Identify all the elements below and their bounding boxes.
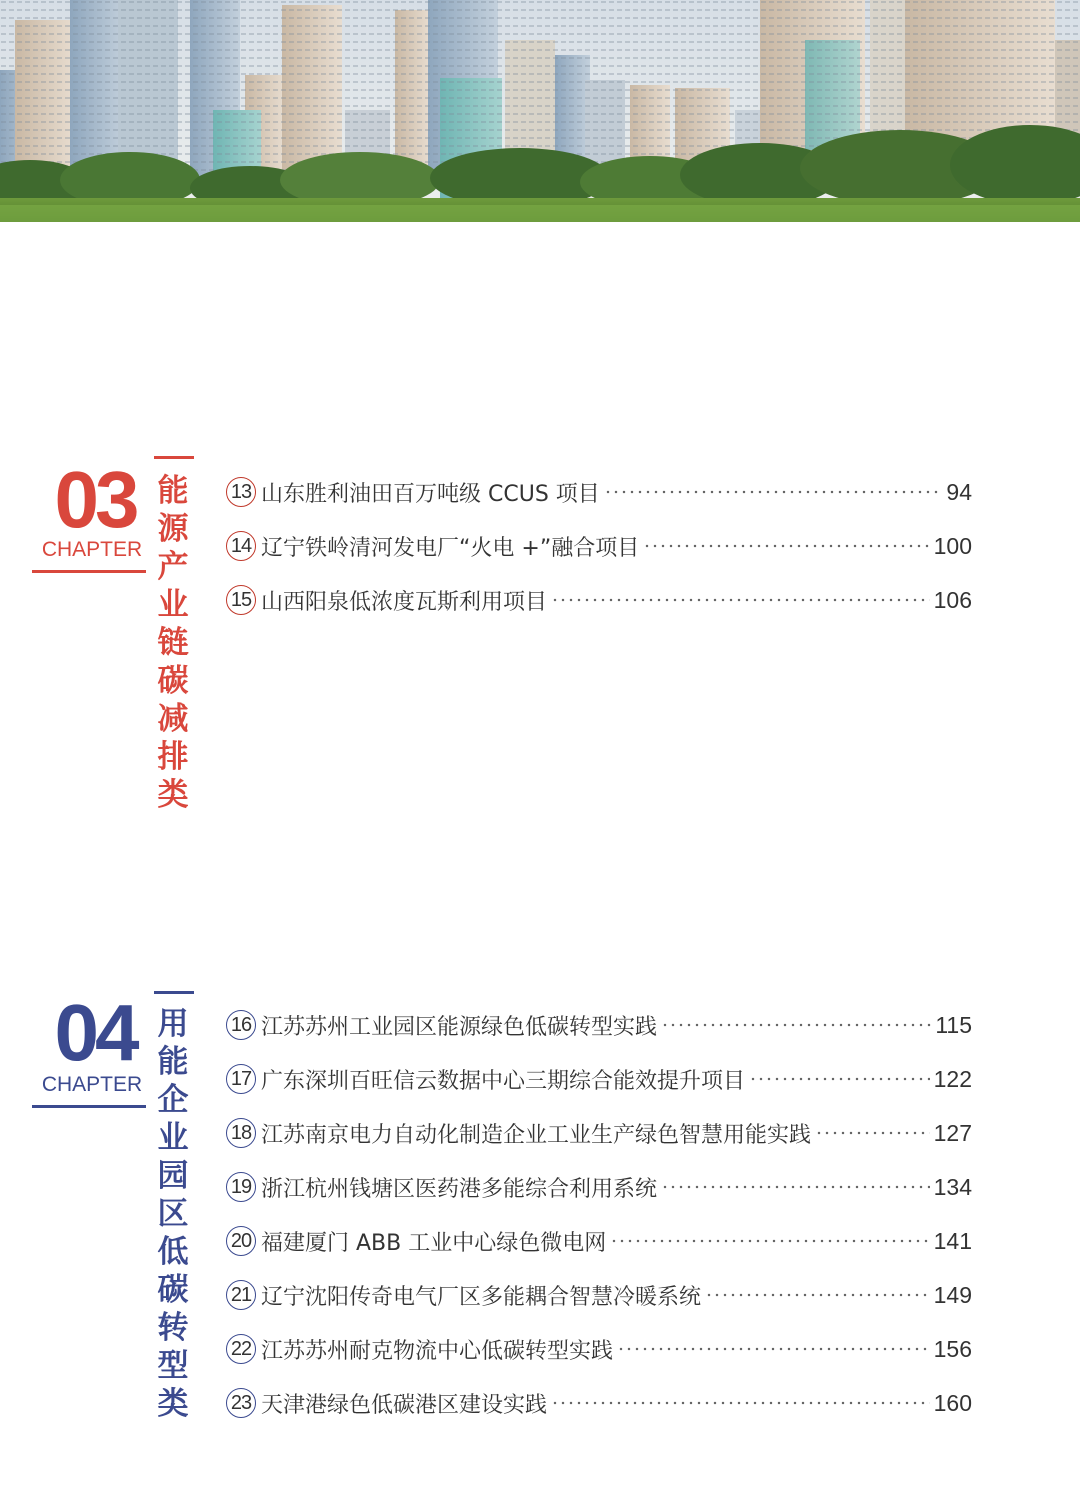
chapter-number: 03 — [54, 455, 136, 544]
toc-entry[interactable] — [226, 1322, 972, 1376]
dot-leader — [661, 1023, 931, 1027]
title-top-rule — [154, 456, 194, 459]
dot-leader — [617, 1347, 930, 1351]
dot-leader — [705, 1293, 930, 1297]
chapter-04-section — [0, 975, 1080, 1435]
entry-title: 山东胜利油田百万吨级 CCUS 项目 — [261, 481, 600, 507]
toc-entry[interactable] — [226, 1106, 972, 1160]
entry-number-badge: 13 — [226, 477, 256, 507]
entry-title: 福建厦门 ABB 工业中心绿色微电网 — [261, 1230, 607, 1256]
skyline-banner-image — [0, 0, 1080, 222]
page-number: 149 — [933, 1281, 972, 1308]
toc-entry[interactable] — [226, 998, 972, 1052]
toc-entry[interactable] — [226, 519, 972, 573]
entry-number-badge: 22 — [226, 1334, 256, 1364]
entry-title: 江苏南京电力自动化制造企业工业生产绿色智慧用能实践 — [261, 1122, 812, 1148]
skyline-illustration — [0, 0, 1080, 222]
page-number: 106 — [933, 586, 972, 613]
entry-title: 天津港绿色低碳港区建设实践 — [261, 1392, 548, 1418]
page-number: 127 — [933, 1119, 972, 1146]
chapter-label: CHAPTER — [41, 1073, 143, 1096]
entry-number-badge: 16 — [226, 1010, 256, 1040]
entry-title: 山西阳泉低浓度瓦斯利用项目 — [261, 589, 548, 615]
entry-title: 辽宁沈阳传奇电气厂区多能耦合智慧冷暖系统 — [261, 1284, 702, 1310]
entry-title: 广东深圳百旺信云数据中心三期综合能效提升项目 — [261, 1068, 746, 1094]
chapter-number: 04 — [54, 988, 136, 1077]
entry-number-badge: 17 — [226, 1064, 256, 1094]
page-number: 94 — [946, 478, 972, 505]
toc-entry[interactable] — [226, 465, 972, 519]
page-number: 134 — [933, 1173, 972, 1200]
chapter-underline — [32, 1105, 146, 1108]
entry-title: 浙江杭州钱塘区医药港多能综合利用系统 — [261, 1176, 658, 1202]
dot-leader — [661, 1185, 930, 1189]
toc-entry[interactable] — [226, 1268, 972, 1322]
dot-leader — [815, 1131, 930, 1135]
chapter-04-toc-list — [226, 998, 972, 1430]
entry-number-badge: 18 — [226, 1118, 256, 1148]
chapter-title: 能源产业链碳减排类 — [157, 473, 189, 813]
entry-title: 辽宁铁岭清河发电厂“火电 +”融合项目 — [261, 535, 640, 561]
toc-entry[interactable] — [226, 1376, 972, 1430]
dot-leader — [749, 1077, 930, 1081]
toc-entry[interactable] — [226, 1160, 972, 1214]
entry-number-badge: 15 — [226, 585, 256, 615]
toc-entry[interactable] — [226, 1214, 972, 1268]
dot-leader — [551, 1401, 930, 1405]
page-number: 122 — [933, 1065, 972, 1092]
page-number: 160 — [933, 1389, 972, 1416]
chapter-03-toc-list — [226, 465, 972, 627]
dot-leader — [643, 544, 929, 548]
title-top-rule — [154, 991, 194, 994]
chapter-label: CHAPTER — [41, 538, 143, 561]
entry-number-badge: 23 — [226, 1388, 256, 1418]
entry-number-badge: 14 — [226, 531, 256, 561]
dot-leader — [551, 598, 930, 602]
entry-number-badge: 21 — [226, 1280, 256, 1310]
entry-title: 江苏苏州工业园区能源绿色低碳转型实践 — [261, 1014, 658, 1040]
chapter-title: 用能企业园区低碳转型类 — [157, 1006, 189, 1422]
entry-number-badge: 20 — [226, 1226, 256, 1256]
toc-entry[interactable] — [226, 1052, 972, 1106]
page-number: 100 — [933, 532, 972, 559]
chapter-03-section — [0, 440, 1080, 840]
dot-leader — [610, 1239, 929, 1243]
page-number: 156 — [933, 1335, 972, 1362]
dot-leader — [604, 490, 943, 494]
toc-entry[interactable] — [226, 573, 972, 627]
entry-number-badge: 19 — [226, 1172, 256, 1202]
entry-title: 江苏苏州耐克物流中心低碳转型实践 — [261, 1338, 614, 1364]
chapter-underline — [32, 570, 146, 573]
page-number: 115 — [935, 1011, 972, 1038]
page-number: 141 — [933, 1227, 972, 1254]
